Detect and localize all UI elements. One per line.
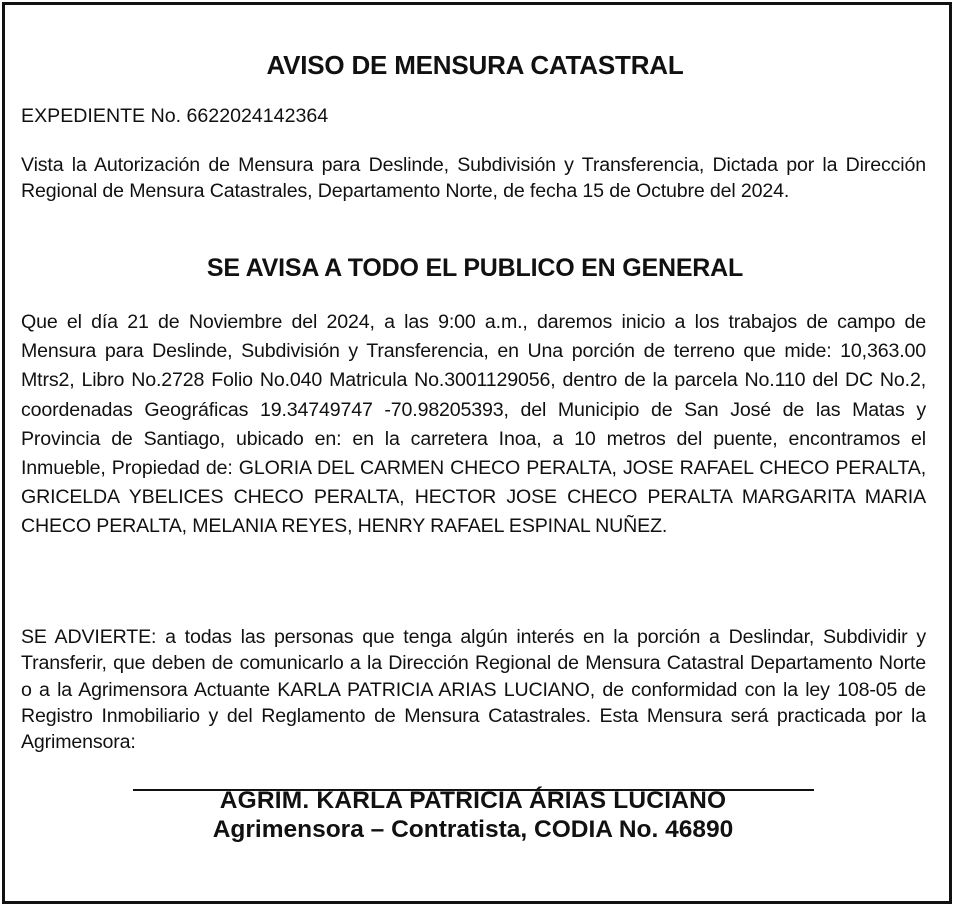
authorization-paragraph: Vista la Autorización de Mensura para Deslinde, Subdivisión y Transferencia, Dictada por la Dirección Regional de Mensura Catastrales, Departamento Norte, de fecha 15 de Octubre del 2024. — [21, 154, 926, 202]
file-number: EXPEDIENTE No. 6622024142364 — [21, 105, 329, 127]
warning-paragraph: SE ADVIERTE: a todas las personas que tenga algún interés en la porción a Deslindar, Subdividir y Transferir, que deben de comunicarlo a la Dirección Regional de Mensura Catastral Departamento Norte o a la Agrimensora Actuante KARLA PATRICIA ARIAS LUCIANO, de conformidad con la ley 108-05 de Registro Inmobiliario y del Reglamento de Mensura Catastrales. Esta Mensura será practicada por la Agrimensora: — [21, 626, 926, 754]
signature-role: Agrimensora – Contratista, CODIA No. 46890 — [212, 816, 734, 843]
notice-title: AVISO DE MENSURA CATASTRAL — [266, 50, 684, 80]
signature-name: AGRIM. KARLA PATRICIA ÁRIAS LUCIANO — [219, 787, 727, 814]
notice-subtitle: SE AVISA A TODO EL PUBLICO EN GENERAL — [206, 254, 744, 282]
body-paragraph: Que el día 21 de Noviembre del 2024, a las 9:00 a.m., daremos inicio a los trabajos de campo de Mensura para Deslinde, Subdivisión y Transferencia, en Una porción de terreno que mide: 10,363.00 Mtrs2, Libro No.2728 Folio No.040 Matricula No.3001129056, dentro de la parcela No.110 del DC No.2, coordenadas Geográficas 19.34749747 -70.98205393, del Municipio de San José de las Matas y Provincia de Santiago, ubicado en: en la carretera Inoa, a 10 metros del puente, encontramos el Inmueble, Propiedad de: GLORIA DEL CARMEN CHECO PERALTA, JOSE RAFAEL CHECO PERALTA, GRICELDA YBELICES CHECO PERALTA, HECTOR JOSE CHECO PERALTA MARGARITA MARIA CHECO PERALTA, MELANIA REYES, HENRY RAFAEL ESPINAL NUÑEZ. — [21, 311, 926, 538]
